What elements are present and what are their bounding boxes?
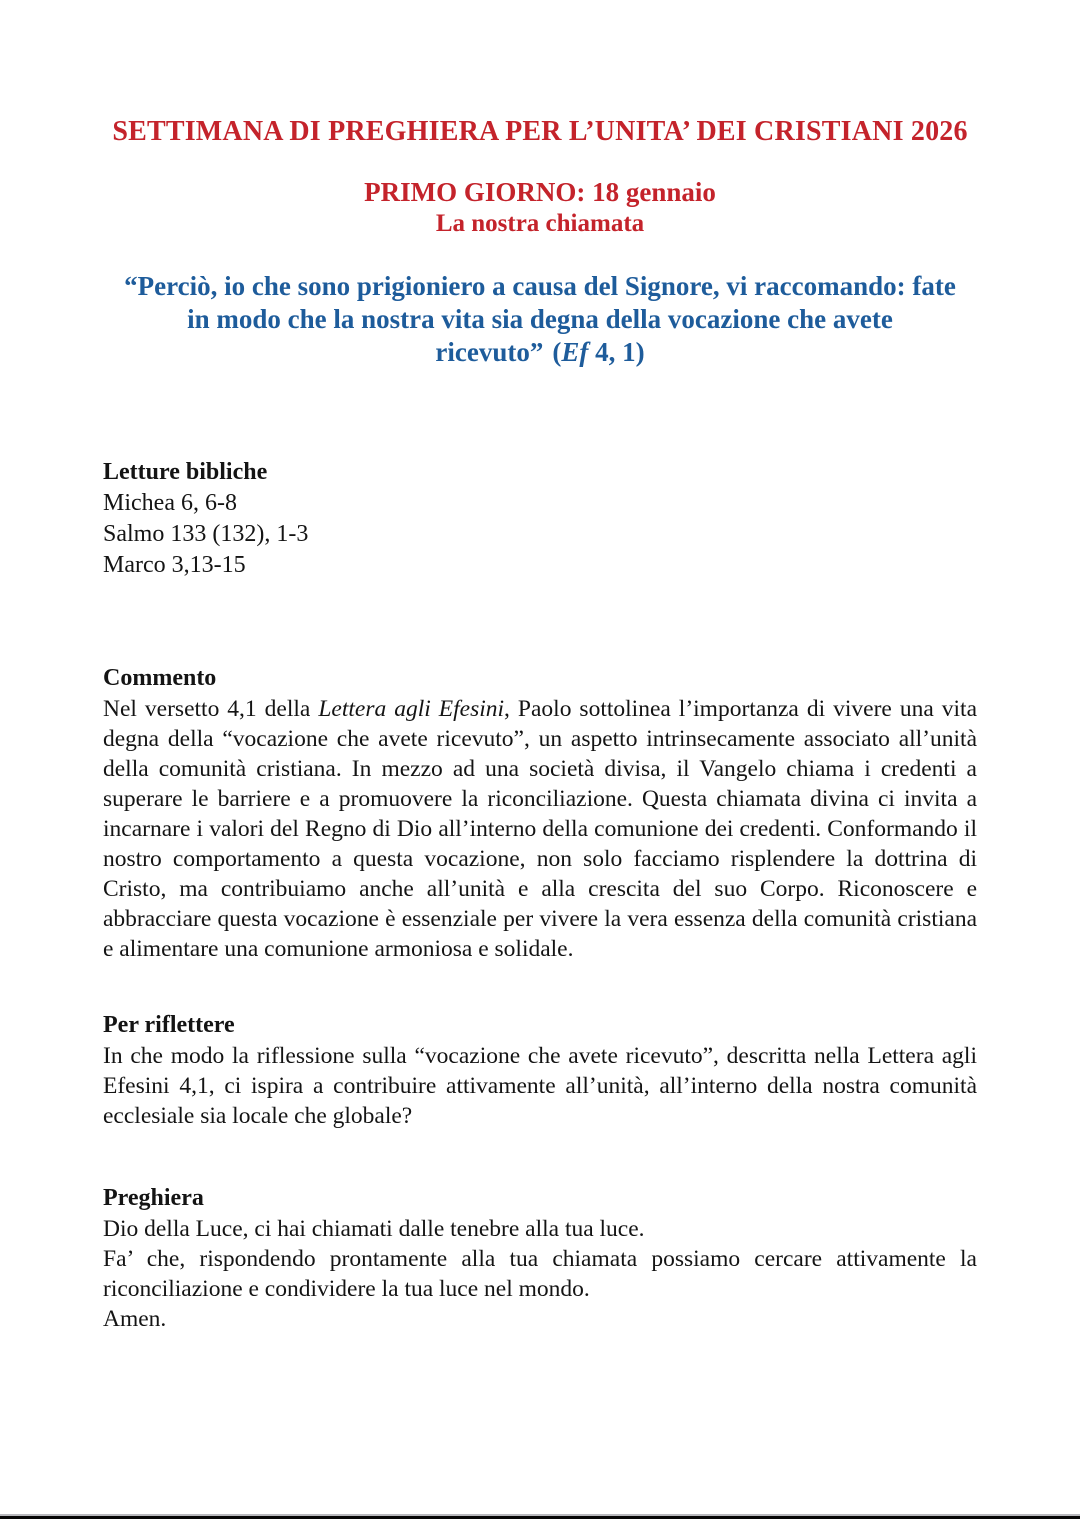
section-per-riflettere bbox=[103, 1010, 977, 1131]
riflettere-heading: Per riflettere bbox=[103, 1012, 235, 1038]
letture-item-salmo: Salmo 133 (132), 1-3 bbox=[103, 521, 309, 547]
scripture-quote-text: “Perciò, io che sono prigioniero a causa del Signore, vi raccomando: fate in modo che la nostra vita sia degna della vocazione che avete ricevuto” bbox=[124, 271, 956, 367]
day-title: PRIMO GIORNO: 18 gennaio bbox=[364, 177, 716, 207]
prayer-line-1: Dio della Luce, ci hai chiamati dalle tenebre alla tua luce. bbox=[103, 1216, 645, 1242]
document-title: SETTIMANA DI PREGHIERA PER L’UNITA’ DEI CRISTIANI 2026 bbox=[112, 116, 968, 147]
scripture-reference bbox=[552, 337, 644, 367]
commento-text-pre: Nel versetto 4,1 della bbox=[103, 696, 319, 722]
preghiera-heading: Preghiera bbox=[103, 1185, 204, 1211]
commento-heading: Commento bbox=[103, 665, 217, 691]
section-preghiera bbox=[103, 1183, 977, 1334]
screenshot-bottom-edge bbox=[0, 1514, 1080, 1519]
commento-paragraph bbox=[103, 694, 977, 964]
riflettere-paragraph: In che modo la riflessione sulla “vocazione che avete ricevuto”, descritta nella Lettera agli Efesini 4,1, ci ispira a contribuire attivamente all’unità, all’interno della nostra comunità ecclesiale sia locale che globale? bbox=[103, 1043, 977, 1129]
scripture-reference-book: Ef bbox=[561, 337, 589, 367]
commento-text-post: , Paolo sottolinea l’importanza di vivere una vita degna della “vocazione che avete ricevuto”, un aspetto intrinsecamente associato all’unità della comunità cristiana. In mezzo ad una società divisa, il Vangelo chiama i credenti a superare le barriere e a promuovere la riconciliazione. Questa chiamata divina ci invita a incarnare i valori del Regno di Dio all’interno della comunione dei credenti. Conformando il nostro comportamento a questa vocazione, non solo facciamo risplendere la dottrina di Cristo, ma contribuiamo anche all’unità e alla crescita del suo Corpo. Riconoscere e abbracciare questa vocazione è essenziale per vivere la vera essenza della comunità cristiana e alimentare una comunione armoniosa e solidale. bbox=[103, 696, 977, 962]
letture-item-michea: Michea 6, 6-8 bbox=[103, 490, 237, 516]
section-letture-bibliche bbox=[103, 457, 977, 581]
commento-text-italic: Lettera agli Efesini bbox=[318, 696, 505, 722]
scripture-reference-verse: 4, 1) bbox=[588, 337, 645, 367]
scripture-reference-open: ( bbox=[552, 337, 562, 367]
scripture-quote bbox=[123, 270, 957, 369]
section-commento bbox=[103, 663, 977, 964]
prayer-line-amen: Amen. bbox=[103, 1306, 167, 1332]
prayer-line-2: Fa’ che, rispondendo prontamente alla tua chiamata possiamo cercare attivamente la riconciliazione e condividere la tua luce nel mondo. bbox=[103, 1246, 977, 1302]
letture-heading: Letture bibliche bbox=[103, 459, 268, 485]
letture-item-marco: Marco 3,13-15 bbox=[103, 552, 246, 578]
day-subtitle: La nostra chiamata bbox=[435, 210, 645, 237]
